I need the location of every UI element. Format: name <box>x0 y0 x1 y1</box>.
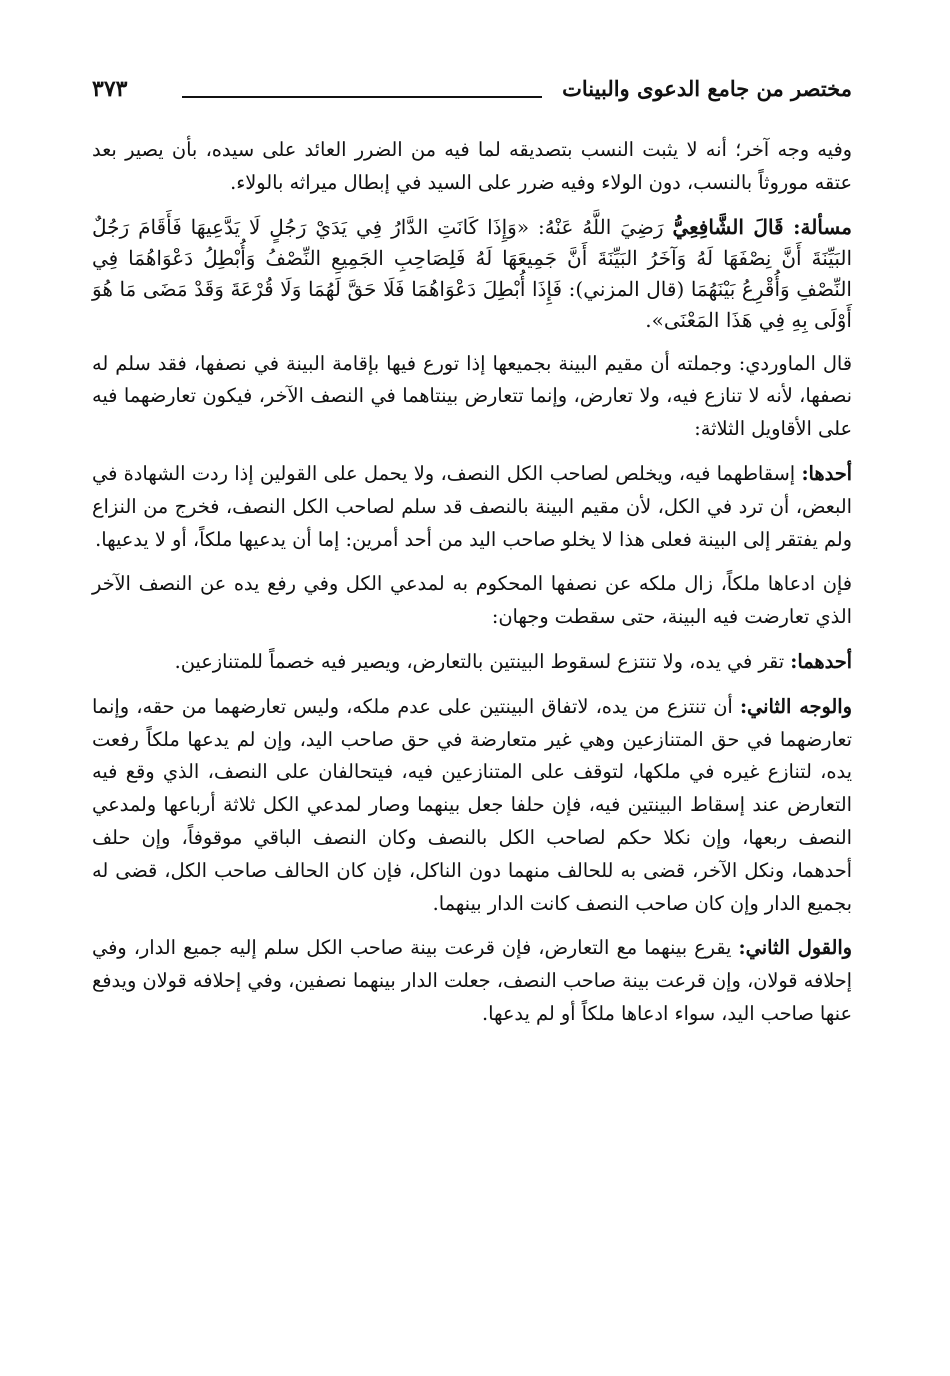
paragraph-5 <box>92 568 852 634</box>
paragraph-3 <box>92 348 852 446</box>
paragraph-text: قال الماوردي: وجملته أن مقيم البينة بجميعها إذا تورع فيها بإقامة البينة في نصفها، فقد سلم له نصفها، لأنه لا تنازع فيه، ولا تعارض، وإنما تتعارض بينتاهما في النصف الآخر، فيكون تعارضهما فيه على الأقاويل الثلاثة: <box>92 351 852 441</box>
paragraph-text: رَضِيَ اللَّهُ عَنْهُ: «وَإِذَا كَانَتِ الدَّارُ فِي يَدَيْ رَجُلٍ لَا يَدَّعِيهَا فَأَقَامَ رَجُلٌ البَيِّنَةَ أَنَّ نِصْفَهَا لَهُ وَآخَرُ البَيِّنَةَ أَنَّ جَمِيعَهَا لَهُ فَلِصَاحِبِ الجَمِيعِ النِّصْفُ وَأُبْطِلُ دَعْوَاهُمَا فِي النِّصْفِ وَأُقْرِعُ بَيْنَهُمَا (قال المزني): فَإِذَا أُبْطِلَ دَعْوَاهُمَا فَلَا حَقَّ لَهُمَا وَلَا قُرْعَةَ وَقَدْ مَضَى مَا هُوَ أَوْلَى بِهِ فِي هَذَا المَعْنَى». <box>92 214 852 332</box>
paragraph-2-masala <box>92 212 852 336</box>
paragraph-label: أحدها: <box>801 461 852 485</box>
paragraph-6 <box>92 646 852 679</box>
paragraph-text: فإن ادعاها ملكاً، زال ملكه عن نصفها المحكوم به لمدعي الكل وفي رفع يده عن النصف الآخر الذي تعارضت فيه البينة، حتى سقطت وجهان: <box>92 572 852 629</box>
paragraph-8 <box>92 932 852 1030</box>
paragraph-7 <box>92 691 852 921</box>
paragraph-text: تقر في يده، ولا تنتزع لسقوط البينتين بالتعارض، ويصير فيه خصماً للمتنازعين. <box>174 649 785 673</box>
header-rule <box>182 96 542 98</box>
paragraph-label: والقول الثاني: <box>738 936 852 960</box>
paragraph-text: إسقاطهما فيه، ويخلص لصاحب الكل النصف، ولا يحمل على القولين إذا ردت الشهادة في البعض، أن ترد في الكل، لأن مقيم البينة بالنصف قد سلم لصاحب الكل النصف، فخرج من النزاع ولم يفتقر إلى البينة فعلى هذا لا يخلو صاحب اليد من أحد أمرين: إما أن يدعيها ملكاً، أو لا يدعيها. <box>92 461 852 551</box>
paragraph-label: أحدهما: <box>790 649 852 673</box>
paragraph-text: أن تنتزع من يده، لاتفاق البينتين على عدم ملكه، وليس تعارضهما من حقه، وإنما تعارضهما في حق المتنازعين وهي غير متعارضة في حق صاحب اليد، وإن لم يدعها ملكاً رفعت يده، لتنازع غيره في ملكها، لتوقف على المتنازعين فيه، فيتحالفان على النصف، الذي وقع فيه التعارض عند إسقاط البينتين فيه، فإن حلفا جعل بينهما وصار لمدعي الكل ثلاثة أرباعها ولمدعي النصف ربعها، وإن نكلا حكم لصاحب الكل بالنصف وكان النصف الباقي موقوفاً، وإن حلف أحدهما، ونكل الآخر، قضى به للحالف منهما دون الناكل، فإن كان الحالف صاحب الكل، قضى له بجميع الدار وإن كان صاحب النصف كانت الدار بينهما. <box>92 694 852 915</box>
paragraph-4 <box>92 458 852 556</box>
paragraph-1 <box>92 134 852 200</box>
running-header <box>92 72 852 112</box>
chapter-title: مختصر من جامع الدعوى والبينات <box>562 76 852 101</box>
paragraph-label: مسألة: قَالَ الشَّافِعِيُّ <box>672 214 852 239</box>
paragraph-text: يقرع بينهما مع التعارض، فإن قرعت بينة صاحب الكل سلم إليه جميع الدار، وفي إحلافه قولان، وإن قرعت بينة صاحب النصف، جعلت الدار بينهما نصفين، وفي إحلافه قولان ويدفع عنها صاحب اليد، سواء ادعاها ملكاً أو لم يدعها. <box>92 936 852 1025</box>
page-number: ٣٧٣ <box>92 76 128 102</box>
paragraph-label: والوجه الثاني: <box>739 694 852 718</box>
document-page <box>92 72 852 1031</box>
paragraph-text: وفيه وجه آخر؛ أنه لا يثبت النسب بتصديقه لما فيه من الضرر العائد على سيده، بأن يصير بعد عتقه موروثاً بالنسب، دون الولاء وفيه ضرر على السيد في إبطال ميراثه بالولاء. <box>92 138 852 194</box>
